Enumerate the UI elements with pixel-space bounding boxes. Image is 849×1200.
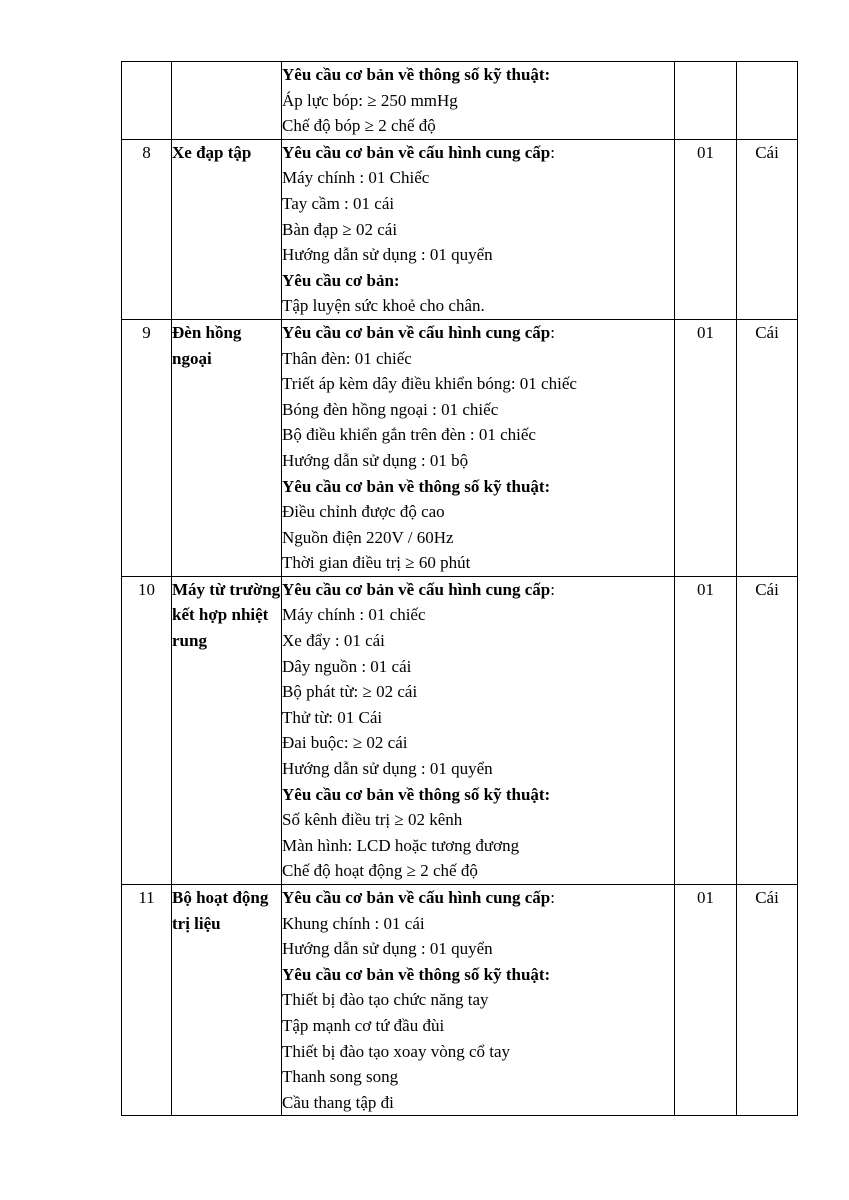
requirement-line <box>282 1064 674 1090</box>
requirement-suffix: : <box>550 142 555 162</box>
requirement-text: Xe đẩy : 01 cái <box>282 631 385 651</box>
requirement-text: Thời gian điều trị ≥ 60 phút <box>282 553 471 573</box>
requirement-text: Thanh song song <box>282 1067 399 1087</box>
requirement-text: Khung chính : 01 cái <box>282 913 425 933</box>
requirement-text: Bộ điều khiển gắn trên đèn : 01 chiếc <box>282 425 536 445</box>
requirement-line <box>282 1039 674 1065</box>
requirement-text: Yêu cầu cơ bản về thông số kỹ thuật: <box>282 476 551 496</box>
requirement-line <box>282 550 674 576</box>
requirement-text: Thân đèn: 01 chiếc <box>282 348 412 368</box>
table-row <box>122 885 798 1116</box>
item-unit: Cái <box>737 576 798 884</box>
requirement-text: Yêu cầu cơ bản về cấu hình cung cấp <box>282 888 551 907</box>
requirement-text: Số kênh điều trị ≥ 02 kênh <box>282 810 463 830</box>
requirement-line <box>282 679 674 705</box>
requirement-line <box>282 165 674 191</box>
requirement-text: Bóng đèn hồng ngoại : 01 chiếc <box>282 399 499 419</box>
requirement-line <box>282 1013 674 1039</box>
requirement-line <box>282 654 674 680</box>
requirement-line <box>282 705 674 731</box>
requirement-line <box>282 422 674 448</box>
requirement-text: Triết áp kèm dây điều khiển bóng: 01 chiếc <box>282 374 577 394</box>
requirement-line <box>282 397 674 423</box>
requirement-heading <box>282 62 674 88</box>
requirement-text: Nguồn điện 220V / 60Hz <box>282 527 454 547</box>
requirement-text: Dây nguồn : 01 cái <box>282 656 412 676</box>
requirement-text: Điều chỉnh được độ cao <box>282 502 445 522</box>
requirement-text: Hướng dẫn sử dụng : 01 quyển <box>282 245 493 265</box>
requirement-line <box>282 499 674 525</box>
item-number <box>122 62 172 140</box>
requirement-text: Chế độ hoạt động ≥ 2 chế độ <box>282 861 478 881</box>
requirement-text: Thiết bị đào tạo chức năng tay <box>282 990 489 1010</box>
requirement-line <box>282 191 674 217</box>
item-name <box>172 62 282 140</box>
item-quantity: 01 <box>675 139 737 319</box>
requirement-text: Cầu thang tập đi <box>282 1092 394 1112</box>
requirement-line <box>282 346 674 372</box>
item-name: Xe đạp tập <box>172 139 282 319</box>
requirement-text: Màn hình: LCD hoặc tương đương <box>282 835 520 855</box>
requirement-suffix: : <box>550 322 555 342</box>
item-quantity: 01 <box>675 885 737 1116</box>
requirement-line <box>282 1090 674 1116</box>
requirement-line <box>282 371 674 397</box>
item-number: 10 <box>122 576 172 884</box>
item-unit: Cái <box>737 319 798 576</box>
requirement-text: Yêu cầu cơ bản về thông số kỹ thuật: <box>282 65 551 84</box>
requirement-text: Tập mạnh cơ tứ đầu đùi <box>282 1015 445 1035</box>
requirement-text: Máy chính : 01 Chiếc <box>282 168 430 188</box>
item-quantity: 01 <box>675 576 737 884</box>
requirement-text: Chế độ bóp ≥ 2 chế độ <box>282 116 436 136</box>
requirement-text: Hướng dẫn sử dụng : 01 bộ <box>282 450 469 470</box>
requirement-text: Hướng dẫn sử dụng : 01 quyển <box>282 939 493 959</box>
requirement-text: Yêu cầu cơ bản về cấu hình cung cấp <box>282 322 551 342</box>
table-body <box>122 62 798 1116</box>
item-unit: Cái <box>737 139 798 319</box>
item-requirements <box>282 576 675 884</box>
requirement-heading <box>282 320 674 346</box>
requirement-heading <box>282 577 674 603</box>
requirement-line <box>282 730 674 756</box>
requirement-heading <box>282 885 674 911</box>
requirement-text: Máy chính : 01 chiếc <box>282 605 426 625</box>
requirement-text: Bàn đạp ≥ 02 cái <box>282 219 398 239</box>
item-number: 9 <box>122 319 172 576</box>
requirement-line <box>282 936 674 962</box>
requirement-heading <box>282 962 674 988</box>
item-number: 11 <box>122 885 172 1116</box>
table-row <box>122 62 798 140</box>
requirement-text: Bộ phát từ: ≥ 02 cái <box>282 682 418 702</box>
requirement-heading <box>282 268 674 294</box>
requirement-line <box>282 113 674 139</box>
requirement-heading <box>282 140 674 166</box>
item-quantity: 01 <box>675 319 737 576</box>
requirement-line <box>282 987 674 1013</box>
requirement-text: Tập luyện sức khoẻ cho chân. <box>282 296 485 316</box>
item-requirements <box>282 319 675 576</box>
item-requirements <box>282 885 675 1116</box>
item-requirements <box>282 139 675 319</box>
requirement-text: Yêu cầu cơ bản về thông số kỹ thuật: <box>282 964 551 984</box>
item-requirements <box>282 62 675 140</box>
requirement-heading <box>282 474 674 500</box>
requirement-text: Yêu cầu cơ bản về cấu hình cung cấp <box>282 579 551 599</box>
item-unit: Cái <box>737 885 798 1116</box>
requirement-line <box>282 756 674 782</box>
item-name: Bộ hoạt động trị liệu <box>172 885 282 1116</box>
requirement-text: Tay cầm : 01 cái <box>282 193 395 213</box>
requirement-line <box>282 242 674 268</box>
requirement-text: Thử từ: 01 Cái <box>282 707 383 727</box>
requirement-line <box>282 628 674 654</box>
requirement-text: Thiết bị đào tạo xoay vòng cổ tay <box>282 1041 511 1061</box>
equipment-spec-table <box>121 61 798 1116</box>
requirement-heading <box>282 782 674 808</box>
requirement-text: Đai buộc: ≥ 02 cái <box>282 733 408 753</box>
requirement-suffix: : <box>550 888 555 907</box>
requirement-text: Áp lực bóp: ≥ 250 mmHg <box>282 90 458 110</box>
requirement-line <box>282 858 674 884</box>
requirement-line <box>282 911 674 937</box>
table-row <box>122 576 798 884</box>
table-row <box>122 139 798 319</box>
item-name: Đèn hồng ngoại <box>172 319 282 576</box>
requirement-line <box>282 525 674 551</box>
requirement-text: Hướng dẫn sử dụng : 01 quyển <box>282 759 493 779</box>
requirement-line <box>282 217 674 243</box>
item-number: 8 <box>122 139 172 319</box>
requirement-line <box>282 833 674 859</box>
item-unit <box>737 62 798 140</box>
requirement-line <box>282 602 674 628</box>
requirement-line <box>282 807 674 833</box>
requirement-suffix: : <box>550 579 555 599</box>
item-name: Máy từ trường kết hợp nhiệt rung <box>172 576 282 884</box>
requirement-line <box>282 88 674 114</box>
requirement-text: Yêu cầu cơ bản về cấu hình cung cấp <box>282 142 551 162</box>
requirement-text: Yêu cầu cơ bản: <box>282 270 400 290</box>
item-quantity <box>675 62 737 140</box>
requirement-line <box>282 448 674 474</box>
requirement-text: Yêu cầu cơ bản về thông số kỹ thuật: <box>282 784 551 804</box>
table-row <box>122 319 798 576</box>
requirement-line <box>282 293 674 319</box>
